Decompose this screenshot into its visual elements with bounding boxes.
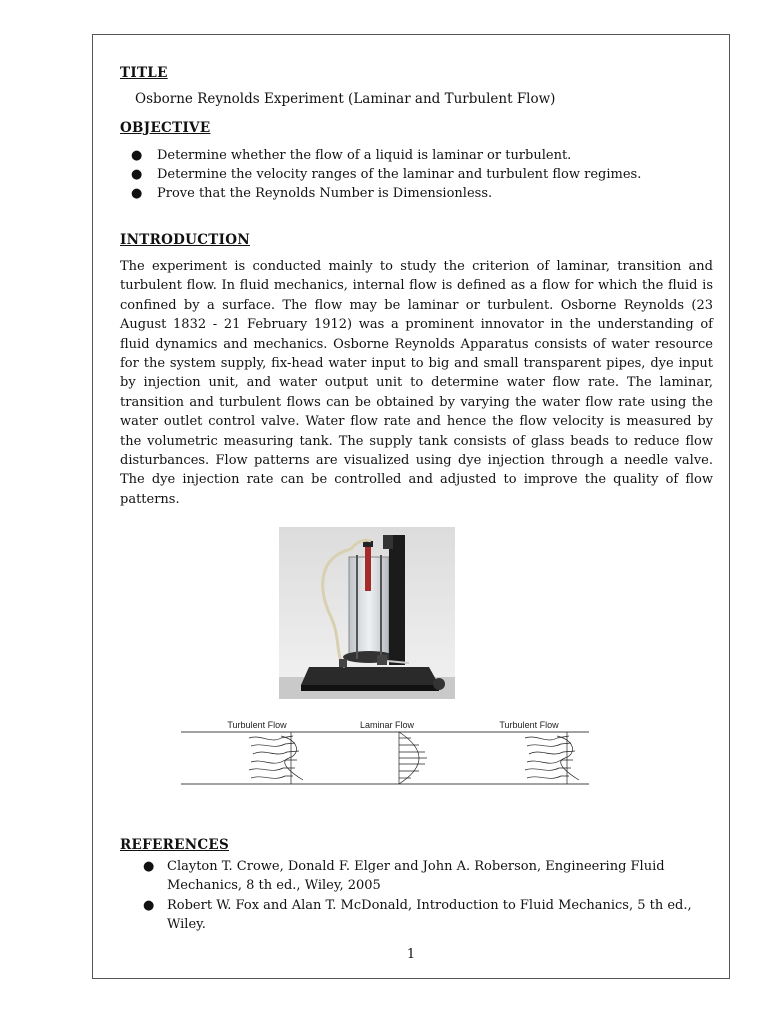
references-heading: REFERENCES xyxy=(120,837,230,853)
title-heading: TITLE xyxy=(120,65,168,81)
turbulent-profile-right xyxy=(525,732,579,784)
document-page xyxy=(92,34,730,979)
turbulent-profile-left xyxy=(249,732,303,784)
reynolds-apparatus-image xyxy=(279,527,455,699)
bullet-icon: ● xyxy=(143,859,155,874)
introduction-paragraph: The experiment is conducted mainly to study the criterion of laminar, transition and turbulent flow. In fluid mechanics, internal flow is defined as a flow for which the fluid is confined by a surface. The flow may be laminar or turbulent. Osborne Reynolds (23 August 1832 - 21 February 1912) was a prominent innovator in the understanding of fluid dynamics and mechanics. Osborne Reynolds Apparatus consists of water resource for the system supply, fix-head water input to big and small transparent pipes, dye input by injection unit, and water output unit to determine water flow rate. The laminar, transition and turbulent flows can be obtained by varying the water flow rate using the water outlet control valve. Water flow rate and hence the flow velocity is measured by the volumetric measuring tank. The supply tank consists of glass beads to reduce flow disturbances. Flow patterns are visualized using dye injection through a needle valve. The dye injection rate can be controlled and adjusted to improve the quality of flow patterns. xyxy=(120,259,713,507)
list-item: ● Determine whether the flow of a liquid is laminar or turbulent. xyxy=(131,148,572,163)
page-number: 1 xyxy=(406,947,416,962)
bullet-icon: ● xyxy=(131,148,143,163)
references-list xyxy=(120,857,720,935)
list-item: ● Prove that the Reynolds Number is Dimensionless. xyxy=(131,186,493,201)
figure-label: Turbulent Flow xyxy=(227,720,287,730)
objective-heading: OBJECTIVE xyxy=(120,120,211,136)
list-item: ● Clayton T. Crowe, Donald F. Elger and John A. Roberson, Engineering Fluid Mechanics, 8 th ed., Wiley, 2005 xyxy=(143,859,665,894)
list-item: ● Determine the velocity ranges of the laminar and turbulent flow regimes. xyxy=(131,167,642,182)
bullet-icon: ● xyxy=(131,167,143,182)
figure-label: Laminar Flow xyxy=(359,720,415,730)
figure-label: Turbulent Flow xyxy=(499,720,559,730)
introduction-heading: INTRODUCTION xyxy=(120,232,250,248)
laminar-profile xyxy=(399,732,427,784)
bullet-icon: ● xyxy=(143,897,155,913)
document-title: Osborne Reynolds Experiment (Laminar and Turbulent Flow) xyxy=(135,91,556,107)
list-item: ● Robert W. Fox and Alan T. McDonald, Introduction to Fluid Mechanics, 5 th ed., Wiley. xyxy=(143,897,692,933)
flow-profiles-figure xyxy=(181,718,589,788)
bullet-icon: ● xyxy=(131,186,143,201)
objective-list xyxy=(120,146,641,203)
